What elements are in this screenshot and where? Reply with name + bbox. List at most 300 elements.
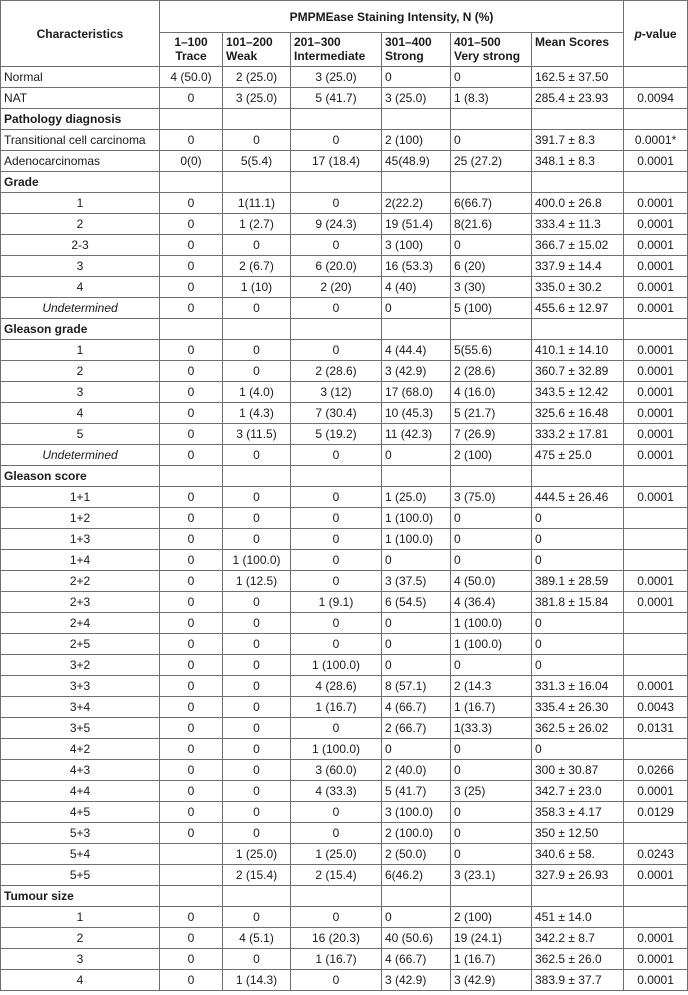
p-value-cell: 0.0001: [624, 340, 688, 361]
empty-cell: [160, 319, 223, 340]
intensity-cell: 0: [223, 802, 291, 823]
row-label: 1+2: [1, 508, 160, 529]
row-label: Adenocarcinomas: [1, 151, 160, 172]
intensity-cell: 5 (21.7): [451, 403, 532, 424]
intensity-cell: 3 (12): [291, 382, 382, 403]
intensity-cell: 0: [160, 739, 223, 760]
p-value-cell: 0.0043: [624, 697, 688, 718]
empty-cell: [291, 466, 382, 487]
p-value-cell: [624, 634, 688, 655]
characteristics-header: Characteristics: [1, 1, 160, 67]
intensity-cell: 2 (15.4): [223, 865, 291, 886]
intensity-cell: 7 (26.9): [451, 424, 532, 445]
intensity-cell: 1 (100.0): [451, 613, 532, 634]
intensity-cell: 0: [291, 634, 382, 655]
row-label: 5+5: [1, 865, 160, 886]
section-header-row: [1, 109, 688, 130]
mean-score-cell: 337.9 ± 14.4: [532, 256, 624, 277]
table-row: [1, 130, 688, 151]
p-value-cell: 0.0001: [624, 676, 688, 697]
intensity-cell: 5 (41.7): [291, 88, 382, 109]
intensity-cell: 1 (4.3): [223, 403, 291, 424]
intensity-cell: 0: [160, 802, 223, 823]
row-label: 1+3: [1, 529, 160, 550]
intensity-cell: 0: [160, 487, 223, 508]
p-value-cell: 0.0001: [624, 571, 688, 592]
empty-cell: [223, 886, 291, 907]
empty-cell: [451, 319, 532, 340]
row-label: 3: [1, 949, 160, 970]
p-value-cell: [624, 67, 688, 88]
p-value-cell: [624, 907, 688, 928]
intensity-cell: 0: [451, 235, 532, 256]
table-row: [1, 361, 688, 382]
intensity-cell: 0: [291, 508, 382, 529]
table-row: [1, 214, 688, 235]
intensity-cell: 0: [160, 550, 223, 571]
empty-cell: [382, 886, 451, 907]
mean-score-cell: 342.2 ± 8.7: [532, 928, 624, 949]
mean-score-cell: 162.5 ± 37.50: [532, 67, 624, 88]
intensity-cell: 0: [291, 340, 382, 361]
intensity-cell: 3 (37.5): [382, 571, 451, 592]
intensity-cell: 0: [160, 697, 223, 718]
intensity-cell: 3 (100): [382, 235, 451, 256]
p-value-cell: [624, 739, 688, 760]
intensity-cell: 0: [160, 88, 223, 109]
intensity-cell: 6(66.7): [451, 193, 532, 214]
intensity-cell: 5(55.6): [451, 340, 532, 361]
empty-cell: [160, 172, 223, 193]
intensity-cell: 0: [223, 823, 291, 844]
p-value-cell: 0.0131: [624, 718, 688, 739]
table-row: [1, 235, 688, 256]
row-label: Transitional cell carcinoma: [1, 130, 160, 151]
empty-cell: [160, 109, 223, 130]
mean-score-cell: 340.6 ± 58.: [532, 844, 624, 865]
intensity-cell: 0: [451, 130, 532, 151]
mean-score-cell: 410.1 ± 14.10: [532, 340, 624, 361]
p-value-cell: 0.0001: [624, 256, 688, 277]
table-row: [1, 949, 688, 970]
intensity-cell: 0: [451, 655, 532, 676]
intensity-cell: 1 (8.3): [451, 88, 532, 109]
section-label: Tumour size: [1, 886, 160, 907]
table-row: [1, 151, 688, 172]
mean-score-cell: 348.1 ± 8.3: [532, 151, 624, 172]
empty-cell: [532, 172, 624, 193]
p-value-cell: 0.0001: [624, 781, 688, 802]
table-row: [1, 928, 688, 949]
intensity-cell: 4 (50.0): [160, 67, 223, 88]
intensity-cell: 4 (33.3): [291, 781, 382, 802]
row-label: 2: [1, 214, 160, 235]
intensity-cell: 0: [223, 781, 291, 802]
intensity-cell: 1 (100.0): [382, 529, 451, 550]
intensity-cell: 9 (24.3): [291, 214, 382, 235]
intensity-cell: 2 (50.0): [382, 844, 451, 865]
mean-score-cell: 358.3 ± 4.17: [532, 802, 624, 823]
intensity-cell: 8 (57.1): [382, 676, 451, 697]
intensity-cell: 5 (19.2): [291, 424, 382, 445]
section-header-row: [1, 319, 688, 340]
intensity-cell: 4 (28.6): [291, 676, 382, 697]
mean-score-cell: 343.5 ± 12.42: [532, 382, 624, 403]
intensity-cell: 6 (54.5): [382, 592, 451, 613]
intensity-cell: 17 (68.0): [382, 382, 451, 403]
intensity-cell: 0: [160, 571, 223, 592]
p-value-cell: [624, 508, 688, 529]
mean-score-cell: 350 ± 12.50: [532, 823, 624, 844]
mean-score-cell: 0: [532, 613, 624, 634]
empty-cell: [532, 319, 624, 340]
intensity-cell: 1 (9.1): [291, 592, 382, 613]
intensity-cell: 0: [223, 634, 291, 655]
empty-cell: [382, 172, 451, 193]
intensity-cell: 19 (24.1): [451, 928, 532, 949]
empty-cell: [223, 466, 291, 487]
intensity-cell: 0: [160, 214, 223, 235]
table-row: [1, 550, 688, 571]
intensity-cell: 1 (100.0): [223, 550, 291, 571]
intensity-cell: 3 (25.0): [223, 88, 291, 109]
section-label: Gleason grade: [1, 319, 160, 340]
empty-cell: [532, 886, 624, 907]
section-label: Gleason score: [1, 466, 160, 487]
intensity-cell: 1 (16.7): [451, 949, 532, 970]
row-label: 3+3: [1, 676, 160, 697]
table-row: [1, 382, 688, 403]
table-row: [1, 340, 688, 361]
row-label: 4: [1, 970, 160, 991]
intensity-cell: 1 (10): [223, 277, 291, 298]
intensity-cell: 0: [160, 529, 223, 550]
intensity-cell: 0: [160, 382, 223, 403]
row-label: 1: [1, 193, 160, 214]
intensity-cell: 3 (75.0): [451, 487, 532, 508]
intensity-cell: 1 (100.0): [291, 739, 382, 760]
intensity-cell: 0: [451, 760, 532, 781]
intensity-cell: 4 (50.0): [451, 571, 532, 592]
table-row: [1, 865, 688, 886]
intensity-cell: 2 (6.7): [223, 256, 291, 277]
mean-score-cell: 333.4 ± 11.3: [532, 214, 624, 235]
table-header: [1, 1, 688, 67]
intensity-cell: 0: [160, 445, 223, 466]
intensity-cell: 0: [291, 487, 382, 508]
intensity-cell: 4 (40): [382, 277, 451, 298]
p-value-cell: [624, 655, 688, 676]
intensity-cell: 0: [160, 424, 223, 445]
mean-score-cell: 475 ± 25.0: [532, 445, 624, 466]
intensity-cell: 2 (14.3: [451, 676, 532, 697]
intensity-cell: 0: [291, 802, 382, 823]
section-header-row: [1, 886, 688, 907]
row-label: 3+2: [1, 655, 160, 676]
intensity-cell: 6 (20.0): [291, 256, 382, 277]
row-label: NAT: [1, 88, 160, 109]
table-row: [1, 718, 688, 739]
empty-cell: [382, 466, 451, 487]
intensity-cell: 1 (12.5): [223, 571, 291, 592]
p-value-cell: 0.0001: [624, 424, 688, 445]
column-header: 1–100 Trace: [160, 33, 223, 67]
mean-score-cell: 451 ± 14.0: [532, 907, 624, 928]
mean-score-cell: 362.5 ± 26.02: [532, 718, 624, 739]
intensity-cell: 3 (25.0): [291, 67, 382, 88]
intensity-cell: 0: [160, 130, 223, 151]
table-row: [1, 571, 688, 592]
empty-cell: [291, 109, 382, 130]
row-label: 4: [1, 277, 160, 298]
intensity-cell: 0: [160, 277, 223, 298]
intensity-cell: 0: [160, 928, 223, 949]
intensity-cell: 0: [223, 235, 291, 256]
intensity-cell: 0: [451, 529, 532, 550]
staining-intensity-header: PMPMEase Staining Intensity, N (%): [160, 1, 624, 33]
table-row: [1, 445, 688, 466]
table-row: [1, 256, 688, 277]
mean-score-cell: 391.7 ± 8.3: [532, 130, 624, 151]
row-label: 3: [1, 256, 160, 277]
intensity-cell: 3 (23.1): [451, 865, 532, 886]
intensity-cell: 3 (60.0): [291, 760, 382, 781]
p-value-cell: 0.0001: [624, 298, 688, 319]
table-row: [1, 907, 688, 928]
intensity-cell: 1 (25.0): [382, 487, 451, 508]
table-row: [1, 487, 688, 508]
mean-score-cell: 342.7 ± 23.0: [532, 781, 624, 802]
intensity-cell: 0: [291, 571, 382, 592]
intensity-cell: 0: [223, 340, 291, 361]
intensity-cell: 0: [160, 718, 223, 739]
intensity-cell: 0: [291, 235, 382, 256]
intensity-cell: 0: [291, 130, 382, 151]
mean-score-cell: 366.7 ± 15.02: [532, 235, 624, 256]
intensity-cell: [160, 844, 223, 865]
intensity-cell: 0: [223, 445, 291, 466]
mean-score-cell: 362.5 ± 26.0: [532, 949, 624, 970]
intensity-cell: 2 (100): [382, 130, 451, 151]
intensity-cell: 3 (25.0): [382, 88, 451, 109]
column-header: 101–200 Weak: [223, 33, 291, 67]
empty-cell: [624, 466, 688, 487]
row-label: 5: [1, 424, 160, 445]
column-header: Mean Scores: [532, 33, 624, 67]
mean-score-cell: 381.8 ± 15.84: [532, 592, 624, 613]
empty-cell: [624, 172, 688, 193]
table-row: [1, 508, 688, 529]
intensity-cell: 0: [291, 907, 382, 928]
table-row: [1, 760, 688, 781]
p-value-cell: 0.0001: [624, 235, 688, 256]
mean-score-cell: 335.4 ± 26.30: [532, 697, 624, 718]
intensity-cell: 3 (30): [451, 277, 532, 298]
intensity-cell: 0: [291, 823, 382, 844]
table-row: [1, 802, 688, 823]
intensity-cell: 11 (42.3): [382, 424, 451, 445]
intensity-cell: 16 (53.3): [382, 256, 451, 277]
intensity-cell: 0: [160, 592, 223, 613]
intensity-cell: 7 (30.4): [291, 403, 382, 424]
intensity-cell: 0: [291, 613, 382, 634]
intensity-cell: 0: [382, 67, 451, 88]
table-body: [1, 67, 688, 991]
mean-score-cell: 335.0 ± 30.2: [532, 277, 624, 298]
intensity-cell: 6 (20): [451, 256, 532, 277]
intensity-cell: 0: [291, 718, 382, 739]
intensity-cell: 1 (25.0): [291, 844, 382, 865]
table-row: [1, 67, 688, 88]
p-value-cell: [624, 550, 688, 571]
table-row: [1, 739, 688, 760]
intensity-cell: 0: [160, 508, 223, 529]
intensity-cell: 4 (16.0): [451, 382, 532, 403]
row-label: 2+2: [1, 571, 160, 592]
row-label: 2+5: [1, 634, 160, 655]
intensity-cell: 0: [451, 802, 532, 823]
intensity-cell: 0: [160, 193, 223, 214]
empty-cell: [160, 466, 223, 487]
p-value-cell: 0.0094: [624, 88, 688, 109]
intensity-cell: 0: [160, 613, 223, 634]
intensity-cell: 0: [451, 739, 532, 760]
intensity-cell: 5(5.4): [223, 151, 291, 172]
empty-cell: [451, 886, 532, 907]
empty-cell: [624, 109, 688, 130]
intensity-cell: 2 (100): [451, 907, 532, 928]
intensity-cell: 0: [223, 760, 291, 781]
intensity-cell: 2 (100.0): [382, 823, 451, 844]
table-row: [1, 634, 688, 655]
intensity-cell: 0: [223, 676, 291, 697]
table-row: [1, 88, 688, 109]
intensity-cell: 1(11.1): [223, 193, 291, 214]
intensity-cell: 0: [160, 949, 223, 970]
intensity-cell: 0: [160, 970, 223, 991]
intensity-cell: 0: [451, 550, 532, 571]
intensity-cell: 0: [223, 739, 291, 760]
intensity-cell: 0: [160, 298, 223, 319]
intensity-cell: 0: [223, 655, 291, 676]
intensity-cell: 2(22.2): [382, 193, 451, 214]
intensity-cell: 2 (15.4): [291, 865, 382, 886]
intensity-cell: 1(33.3): [451, 718, 532, 739]
intensity-cell: 1 (16.7): [451, 697, 532, 718]
intensity-cell: 0: [291, 550, 382, 571]
intensity-cell: 4 (36.4): [451, 592, 532, 613]
p-value-cell: [624, 613, 688, 634]
intensity-cell: 0: [160, 634, 223, 655]
intensity-cell: 3 (42.9): [382, 361, 451, 382]
intensity-cell: 3 (25): [451, 781, 532, 802]
intensity-cell: 40 (50.6): [382, 928, 451, 949]
row-label: 2: [1, 361, 160, 382]
intensity-cell: 1 (100.0): [291, 655, 382, 676]
table-row: [1, 970, 688, 991]
section-label: Pathology diagnosis: [1, 109, 160, 130]
row-label: 2: [1, 928, 160, 949]
p-value-header: p-value: [624, 1, 688, 67]
p-value-cell: 0.0243: [624, 844, 688, 865]
row-label: 4: [1, 403, 160, 424]
mean-score-cell: 360.7 ± 32.89: [532, 361, 624, 382]
intensity-cell: 19 (51.4): [382, 214, 451, 235]
intensity-cell: 0: [291, 298, 382, 319]
intensity-cell: 1 (25.0): [223, 844, 291, 865]
mean-score-cell: 285.4 ± 23.93: [532, 88, 624, 109]
p-value-cell: 0.0001: [624, 403, 688, 424]
intensity-cell: [160, 865, 223, 886]
table-row: [1, 781, 688, 802]
table-row: [1, 697, 688, 718]
empty-cell: [291, 172, 382, 193]
empty-cell: [291, 886, 382, 907]
intensity-cell: 3 (100.0): [382, 802, 451, 823]
intensity-cell: 0: [223, 361, 291, 382]
table-row: [1, 403, 688, 424]
intensity-cell: 0: [160, 655, 223, 676]
mean-score-cell: 0: [532, 739, 624, 760]
intensity-cell: 5 (41.7): [382, 781, 451, 802]
intensity-cell: 5 (100): [451, 298, 532, 319]
intensity-cell: 0: [382, 613, 451, 634]
intensity-cell: 8(21.6): [451, 214, 532, 235]
mean-score-cell: 300 ± 30.87: [532, 760, 624, 781]
intensity-cell: 4 (44.4): [382, 340, 451, 361]
intensity-cell: 0: [382, 907, 451, 928]
empty-cell: [451, 172, 532, 193]
intensity-cell: 0: [451, 67, 532, 88]
row-label: 4+3: [1, 760, 160, 781]
row-label: 2-3: [1, 235, 160, 256]
p-value-cell: 0.0001: [624, 970, 688, 991]
p-value-cell: 0.0266: [624, 760, 688, 781]
mean-score-cell: 327.9 ± 26.93: [532, 865, 624, 886]
intensity-cell: 0: [451, 844, 532, 865]
intensity-cell: 2 (28.6): [451, 361, 532, 382]
mean-score-cell: 0: [532, 529, 624, 550]
empty-cell: [223, 172, 291, 193]
section-label: Grade: [1, 172, 160, 193]
row-label: 1: [1, 340, 160, 361]
intensity-cell: 0: [160, 760, 223, 781]
intensity-cell: 16 (20.3): [291, 928, 382, 949]
intensity-cell: 0: [291, 193, 382, 214]
intensity-cell: 0: [160, 340, 223, 361]
p-value-cell: 0.0001: [624, 592, 688, 613]
p-value-cell: 0.0001: [624, 865, 688, 886]
p-value-cell: 0.0001: [624, 928, 688, 949]
empty-cell: [532, 109, 624, 130]
intensity-cell: 0: [160, 361, 223, 382]
row-label: Normal: [1, 67, 160, 88]
p-value-cell: 0.0001*: [624, 130, 688, 151]
empty-cell: [382, 109, 451, 130]
p-value-cell: 0.0001: [624, 382, 688, 403]
p-value-cell: 0.0001: [624, 214, 688, 235]
p-value-cell: 0.0001: [624, 445, 688, 466]
empty-cell: [451, 109, 532, 130]
row-label: Undetermined: [1, 445, 160, 466]
table-row: [1, 424, 688, 445]
intensity-cell: 0: [160, 781, 223, 802]
mean-score-cell: 383.9 ± 37.7: [532, 970, 624, 991]
intensity-cell: 1 (4.0): [223, 382, 291, 403]
empty-cell: [624, 886, 688, 907]
intensity-cell: 1 (100.0): [382, 508, 451, 529]
table-row: [1, 844, 688, 865]
